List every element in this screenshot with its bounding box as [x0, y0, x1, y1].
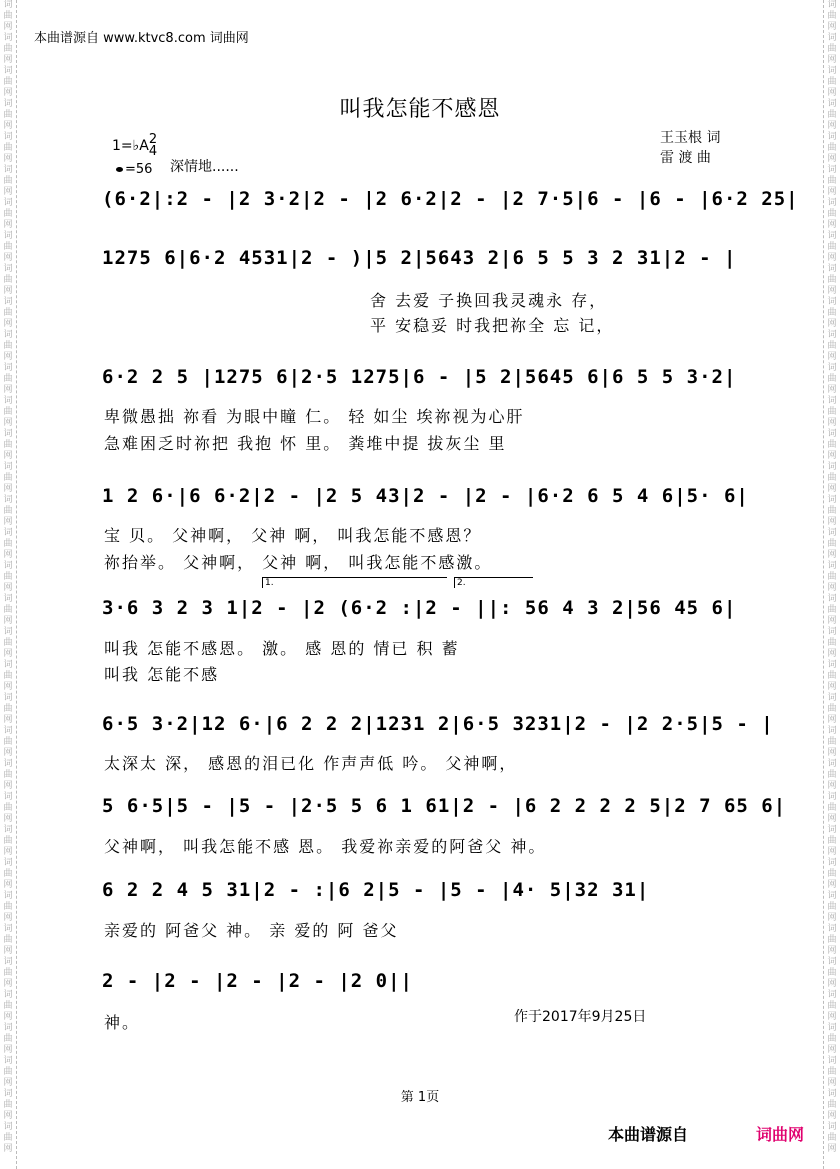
expression-mark: 深情地...... — [170, 159, 239, 175]
watermark-text: 词曲网 — [3, 264, 13, 296]
watermark-text: 词曲网 — [3, 429, 13, 461]
lyric-line: 叫我 怎能不感恩。 激。 感 恩的 情已 积 蓄 — [104, 639, 460, 658]
watermark-text: 词曲网 — [827, 957, 837, 989]
notation-line: 1275 6|6·2 4531|2 - )|5 2|5643 2|6 5 5 3 2 31|2 - | — [102, 247, 737, 269]
watermark-text: 词曲网 — [827, 990, 837, 1022]
notation-line: 6·5 3·2|12 6·|6 2 2 2|1231 2|6·5 3231|2 - |2 2·5|5 - | — [102, 713, 774, 735]
watermark-text: 词曲网 — [827, 495, 837, 527]
watermark-text: 词曲网 — [3, 1056, 13, 1088]
watermark-text: 词曲网 — [827, 1023, 837, 1055]
watermark-text: 词曲网 — [827, 33, 837, 65]
score-system-8 — [102, 877, 770, 917]
watermark-text: 词曲网 — [827, 330, 837, 362]
lyric-line: 宝 贝。 父神啊， 父神 啊， 叫我怎能不感恩？ — [104, 526, 482, 545]
watermark-text: 词曲网 — [3, 99, 13, 131]
watermark-text: 词曲网 — [827, 792, 837, 824]
lyric-line: 叫我 怎能不感 — [104, 665, 220, 684]
footer-site-logo: 词曲网 — [756, 1125, 805, 1144]
notation-line: 3·6 3 2 3 1|2 - |2 (6·2 :|2 - ||: 56 4 3 2|56 45 6| — [102, 597, 737, 619]
source-header: 本曲谱源自 www.ktvc8.com 词曲网 — [34, 31, 249, 46]
watermark-text: 词曲网 — [3, 1122, 13, 1154]
watermark-text: 词曲网 — [827, 0, 837, 32]
watermark-text: 词曲网 — [3, 165, 13, 197]
score-system-1 — [102, 186, 799, 226]
watermark-text: 词曲网 — [3, 1089, 13, 1121]
quarter-note-icon — [116, 167, 123, 172]
composer: 雷 渡 曲 — [660, 150, 711, 166]
lyric-line: 父神啊， 叫我怎能不感 恩。 我爱祢亲爱的阿爸父 神。 — [104, 837, 547, 856]
key-signature — [112, 134, 157, 158]
watermark-text: 词曲网 — [827, 759, 837, 791]
page-number: 第 1页 — [400, 1090, 440, 1105]
tempo-mark — [116, 162, 152, 177]
tempo-value: =56 — [125, 162, 153, 177]
watermark-text: 词曲网 — [3, 627, 13, 659]
watermark-text: 词曲网 — [827, 1122, 837, 1154]
watermark-text: 词曲网 — [3, 594, 13, 626]
score-system-6 — [102, 711, 774, 751]
watermark-text: 词曲网 — [3, 396, 13, 428]
watermark-text: 词曲网 — [3, 132, 13, 164]
watermark-text: 词曲网 — [827, 891, 837, 923]
score-system-3 — [102, 364, 770, 404]
watermark-text: 词曲网 — [827, 165, 837, 197]
watermark-text: 词曲网 — [3, 825, 13, 857]
watermark-text: 词曲网 — [3, 693, 13, 725]
credits — [660, 128, 720, 168]
score-system-2 — [102, 245, 770, 285]
watermark-text: 词曲网 — [3, 297, 13, 329]
watermark-text: 词曲网 — [827, 264, 837, 296]
watermark-text: 词曲网 — [3, 858, 13, 890]
notation-line: 6·2 2 5 |1275 6|2·5 1275|6 - |5 2|5645 6|6 5 5 3·2| — [102, 366, 737, 388]
time-bottom: 4 — [148, 144, 158, 159]
time-top: 2 — [148, 132, 158, 147]
song-title: 叫我怎能不感恩 — [339, 97, 501, 122]
key-label: 1=♭A — [112, 138, 149, 154]
watermark-text: 词曲网 — [3, 990, 13, 1022]
watermark-text: 词曲网 — [827, 231, 837, 263]
watermark-text: 词曲网 — [3, 759, 13, 791]
watermark-text: 词曲网 — [3, 957, 13, 989]
watermark-text: 词曲网 — [827, 396, 837, 428]
watermark-text: 词曲网 — [827, 627, 837, 659]
watermark-text: 词曲网 — [827, 1089, 837, 1121]
lyric-line: 急难困乏时祢把 我抱 怀 里。 粪堆中提 拔灰尘 里 — [104, 434, 507, 453]
lyric-line: 平 安稳妥 时我把祢全 忘 记， — [370, 316, 615, 335]
watermark-text: 词曲网 — [827, 726, 837, 758]
watermark-text: 词曲网 — [827, 462, 837, 494]
lyric-line: 太深太 深， 感恩的泪已化 作声声低 吟。 父神啊， — [104, 754, 518, 773]
lyric-line: 舍 去爱 子换回我灵魂永 存， — [370, 291, 608, 310]
watermark-text: 词曲网 — [3, 792, 13, 824]
notation-line: (6·2|:2 - |2 3·2|2 - |2 6·2|2 - |2 7·5|6 - |6 - |6·2 25| — [102, 188, 799, 210]
watermark-text: 词曲网 — [827, 693, 837, 725]
first-ending-bracket: 1. — [262, 577, 447, 588]
watermark-text: 词曲网 — [3, 891, 13, 923]
watermark-text: 词曲网 — [827, 528, 837, 560]
watermark-text: 词曲网 — [3, 1023, 13, 1055]
watermark-text: 词曲网 — [827, 363, 837, 395]
score-system-7 — [102, 793, 787, 833]
lyric-line: 祢抬举。 父神啊， 父神 啊， 叫我怎能不感激。 — [104, 553, 493, 572]
watermark-text: 词曲网 — [827, 594, 837, 626]
watermark-text: 词曲网 — [3, 0, 13, 32]
watermark-text: 词曲网 — [827, 825, 837, 857]
watermark-text: 词曲网 — [827, 297, 837, 329]
watermark-text: 词曲网 — [3, 495, 13, 527]
watermark-text: 词曲网 — [827, 132, 837, 164]
notation-line: 6 2 2 4 5 31|2 - :|6 2|5 - |5 - |4· 5|32 31| — [102, 879, 650, 901]
lyric-line: 神。 — [104, 1013, 141, 1032]
watermark-text: 词曲网 — [3, 528, 13, 560]
watermark-text: 词曲网 — [3, 330, 13, 362]
watermark-text: 词曲网 — [3, 66, 13, 98]
score-system-9 — [102, 968, 770, 1008]
watermark-text: 词曲网 — [827, 561, 837, 593]
score-system-4 — [102, 483, 770, 523]
watermark-text: 词曲网 — [3, 462, 13, 494]
watermark-text: 词曲网 — [827, 924, 837, 956]
watermark-text: 词曲网 — [827, 1056, 837, 1088]
second-ending-bracket: 2. — [454, 577, 533, 588]
score-system-5 — [102, 595, 770, 635]
composition-date: 作于2017年9月25日 — [514, 1009, 647, 1025]
watermark-text: 词曲网 — [3, 363, 13, 395]
watermark-text: 词曲网 — [827, 198, 837, 230]
watermark-left — [0, 0, 17, 1169]
time-signature — [149, 134, 157, 158]
watermark-text: 词曲网 — [827, 858, 837, 890]
watermark-text: 词曲网 — [3, 33, 13, 65]
notation-line: 5 6·5|5 - |5 - |2·5 5 6 1 61|2 - |6 2 2 2 2 5|2 7 65 6| — [102, 795, 787, 817]
watermark-text: 词曲网 — [3, 561, 13, 593]
watermark-text: 词曲网 — [3, 660, 13, 692]
notation-line: 2 - |2 - |2 - |2 - |2 0|| — [102, 970, 413, 992]
watermark-text: 词曲网 — [827, 429, 837, 461]
footer-source: 本曲谱源自 — [608, 1125, 689, 1144]
watermark-text: 词曲网 — [827, 660, 837, 692]
watermark-text: 词曲网 — [827, 99, 837, 131]
watermark-text: 词曲网 — [827, 66, 837, 98]
lyric-line: 卑微愚拙 祢看 为眼中瞳 仁。 轻 如尘 埃祢视为心肝 — [104, 407, 525, 426]
watermark-text: 词曲网 — [3, 231, 13, 263]
lyric-line: 亲爱的 阿爸父 神。 亲 爱的 阿 爸父 — [104, 921, 399, 940]
watermark-right — [823, 0, 840, 1169]
watermark-text: 词曲网 — [3, 726, 13, 758]
notation-line: 1 2 6·|6 6·2|2 - |2 5 43|2 - |2 - |6·2 6 5 4 6|5· 6| — [102, 485, 749, 507]
lyricist: 王玉根 词 — [660, 130, 721, 146]
watermark-text: 词曲网 — [3, 924, 13, 956]
watermark-text: 词曲网 — [3, 198, 13, 230]
